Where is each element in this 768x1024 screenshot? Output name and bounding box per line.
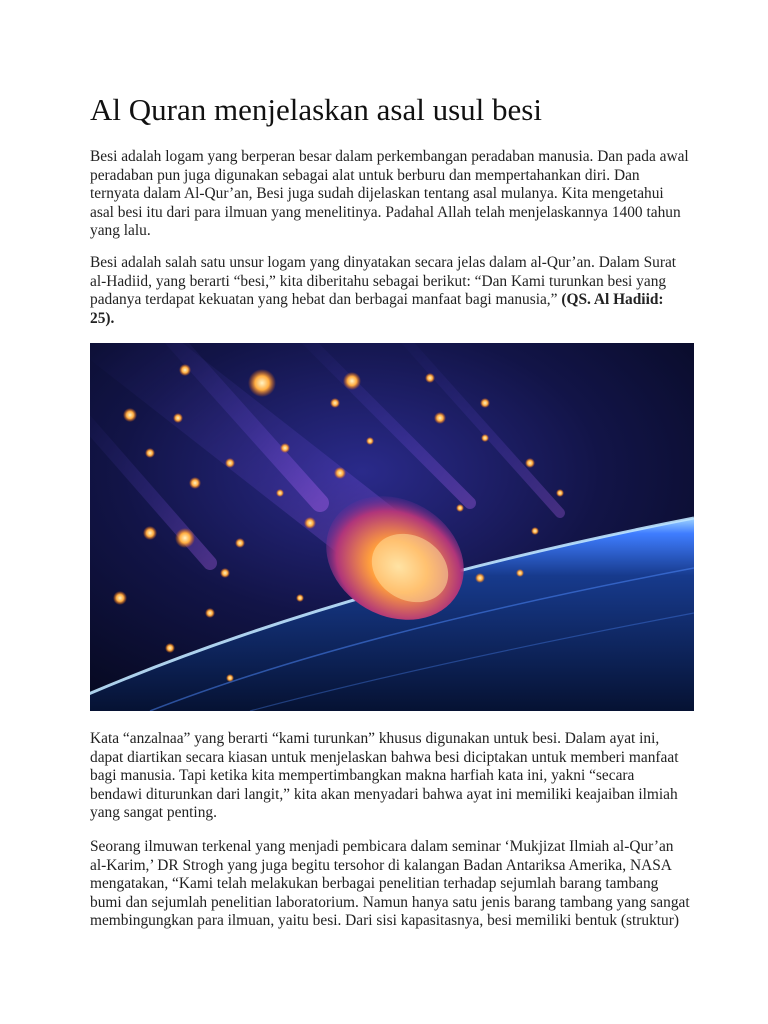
text-line: Besi adalah logam yang berperan besar dalam perkembangan peradaban manusia. Dan pada awal <box>90 148 689 165</box>
text-line: yang sangat penting. <box>90 804 217 822</box>
paragraph-intro <box>90 148 696 241</box>
text-line: ternyata dalam Al-Qur’an, Besi juga sudah dijelaskan tentang asal mulanya. Kita mengetahui <box>90 185 664 203</box>
text-line: Kata “anzalnaa” yang berarti “kami turunkan” khusus digunakan untuk besi. Dalam ayat ini, <box>90 730 660 747</box>
text-line: mengatakan, “Kami telah melakukan berbagai penelitian terhadap sejumlah barang tambang <box>90 875 659 893</box>
text-line: membingungkan para ilmuan, yaitu besi. Dari sisi kapasitasnya, besi memiliki bentuk (struktur) <box>90 912 679 930</box>
paragraph-nasa-scientist <box>90 838 696 931</box>
text-line: yang lalu. <box>90 222 151 240</box>
text-line: dapat diartikan secara kiasan untuk menjelaskan bahwa besi diciptakan untuk memberi manfaat <box>90 748 679 766</box>
verse-citation-number: 25). <box>90 309 115 327</box>
text-line: peradaban pun juga digunakan sebagai alat untuk berburu dan mempertahankan diri. Dan <box>90 166 640 184</box>
text-line: Seorang ilmuwan terkenal yang menjadi pembicara dalam seminar ‘Mukjizat Ilmiah al-Qur’an <box>90 838 674 855</box>
verse-citation: (QS. Al Hadiid: <box>561 291 664 309</box>
text-line: Besi adalah salah satu unsur logam yang dinyatakan secara jelas dalam al-Qur’an. Dalam Surat <box>90 254 677 271</box>
text-line: bendawi diturunkan dari langit,” kita akan menyadari bahwa ayat ini memiliki keajaiban ilmiah <box>90 785 678 803</box>
text-line: bumi dan sejumlah penelitian laboratorium. Namun hanya satu jenis barang tambang yang sangat <box>90 893 690 911</box>
text-line: al-Hadiid, yang berarti “besi,” kita diberitahu sebagai berikut: “Dan Kami turunkan besi yang <box>90 272 667 290</box>
paragraph-anzalnaa <box>90 730 696 823</box>
text-line: al-Karim,’ DR Strogh yang juga begitu tersohor di kalangan Badan Antariksa Amerika, NASA <box>90 856 672 874</box>
paragraph-quran-verse <box>90 254 696 328</box>
text-line: bagi manusia. Tapi ketika kita mempertimbangkan makna harfiah kata ini, yakni “secara <box>90 767 635 785</box>
text-line: asal besi itu dari para ilmuan yang menelitinya. Padahal Allah telah menjelaskannya 1400 tahun <box>90 203 681 221</box>
meteor-shower-image <box>90 343 694 711</box>
verse-text: padanya terdapat kekuatan yang hebat dan berbagai manfaat bagi manusia,” <box>90 291 562 309</box>
text-line-with-citation <box>90 291 696 310</box>
article-title: Al Quran menjelaskan asal usul besi <box>90 92 542 127</box>
meteor-illustration <box>90 343 694 711</box>
